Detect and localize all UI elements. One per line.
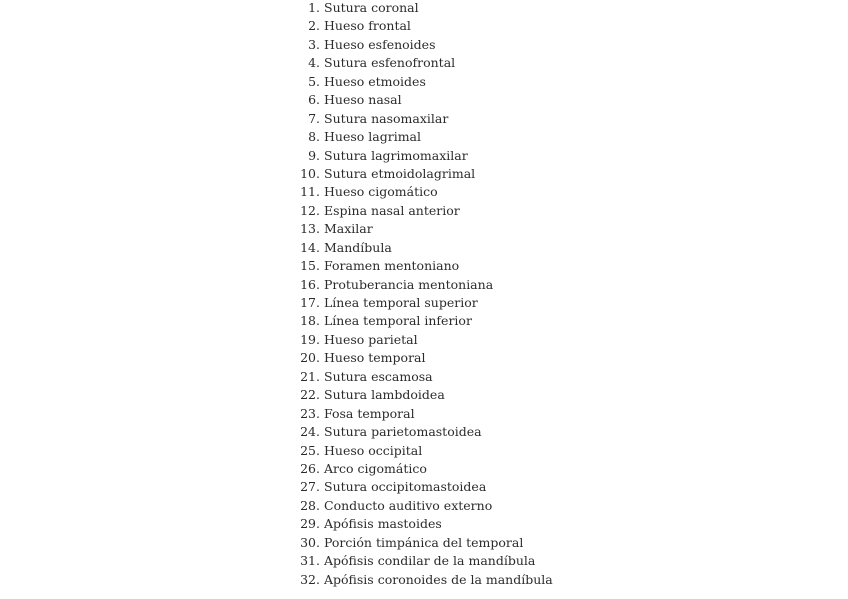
item-label: Maxilar xyxy=(324,221,373,237)
item-label: Espina nasal anterior xyxy=(324,202,460,218)
item-label: Apófisis coronoides de la mandíbula xyxy=(324,571,553,587)
list-item xyxy=(300,276,553,294)
list-item xyxy=(300,478,553,496)
item-number: 12 . xyxy=(300,202,324,220)
list-item xyxy=(300,312,553,330)
item-label: Hueso parietal xyxy=(324,331,418,347)
item-label: Apófisis condilar de la mandíbula xyxy=(324,553,536,569)
item-number: 11 . xyxy=(300,183,324,201)
list-item xyxy=(300,257,553,275)
item-label: Apófisis mastoides xyxy=(324,516,442,532)
list-item xyxy=(300,183,553,201)
item-number: 21 . xyxy=(300,368,324,386)
item-number: 30 . xyxy=(300,534,324,552)
item-number: 24 . xyxy=(300,423,324,441)
item-label: Sutura lagrimomaxilar xyxy=(324,147,468,163)
item-number: 6 . xyxy=(300,91,324,109)
item-label: Hueso temporal xyxy=(324,350,426,366)
item-label: Porción timpánica del temporal xyxy=(324,534,524,550)
item-number: 32 . xyxy=(300,571,324,589)
item-label: Hueso nasal xyxy=(324,92,402,108)
list-item xyxy=(300,202,553,220)
list-item xyxy=(300,294,553,312)
list-item xyxy=(300,423,553,441)
item-label: Sutura occipitomastoidea xyxy=(324,479,487,495)
list-item xyxy=(300,571,553,589)
item-label: Línea temporal superior xyxy=(324,295,478,310)
item-label: Hueso frontal xyxy=(324,18,411,34)
item-number: 28 . xyxy=(300,497,324,515)
list-item xyxy=(300,386,553,404)
list-item xyxy=(300,239,553,257)
item-label: Mandíbula xyxy=(324,239,392,255)
item-label: Fosa temporal xyxy=(324,405,415,421)
item-number: 27 . xyxy=(300,478,324,496)
list-item xyxy=(300,368,553,386)
item-number: 3 . xyxy=(300,36,324,54)
list-item xyxy=(300,165,553,183)
item-number: 18 . xyxy=(300,312,324,330)
list-item xyxy=(300,91,553,109)
item-label: Conducto auditivo externo xyxy=(324,497,493,513)
item-label: Sutura lambdoidea xyxy=(324,387,445,403)
item-label: Sutura escamosa xyxy=(324,368,433,384)
list-item xyxy=(300,405,553,423)
list-item xyxy=(300,442,553,460)
item-label: Sutura parietomastoidea xyxy=(324,424,482,440)
item-label: Sutura esfenofrontal xyxy=(324,55,456,71)
list-item xyxy=(300,36,553,54)
item-number: 7 . xyxy=(300,110,324,128)
item-number: 5 . xyxy=(300,73,324,91)
item-label: Hueso lagrimal xyxy=(324,129,421,145)
item-number: 2 . xyxy=(300,17,324,35)
item-number: 13 . xyxy=(300,220,324,238)
item-number: 1 . xyxy=(300,0,324,17)
list-item xyxy=(300,460,553,478)
item-number: 16 . xyxy=(300,276,324,294)
item-number: 10 . xyxy=(300,165,324,183)
list-item xyxy=(300,110,553,128)
item-label: Hueso esfenoides xyxy=(324,36,436,52)
list-item xyxy=(300,515,553,533)
item-number: 23 . xyxy=(300,405,324,423)
list-item xyxy=(300,0,553,17)
item-number: 25 . xyxy=(300,442,324,460)
item-number: 19 . xyxy=(300,331,324,349)
item-number: 8 . xyxy=(300,128,324,146)
list-item xyxy=(300,349,553,367)
list-item xyxy=(300,534,553,552)
item-label: Protuberancia mentoniana xyxy=(324,276,494,292)
list-item xyxy=(300,128,553,146)
item-number: 20 . xyxy=(300,349,324,367)
list-item xyxy=(300,331,553,349)
item-number: 22 . xyxy=(300,386,324,404)
item-number: 31 . xyxy=(300,552,324,570)
list-item xyxy=(300,220,553,238)
list-item xyxy=(300,54,553,72)
list-item xyxy=(300,552,553,570)
item-number: 9 . xyxy=(300,147,324,165)
item-label: Foramen mentoniano xyxy=(324,258,460,274)
list-item xyxy=(300,497,553,515)
item-number: 26 . xyxy=(300,460,324,478)
item-label: Arco cigomático xyxy=(324,460,427,476)
legend-list xyxy=(300,0,553,589)
item-label: Hueso occipital xyxy=(324,442,423,458)
item-number: 17 . xyxy=(300,294,324,312)
item-label: Sutura nasomaxilar xyxy=(324,110,449,126)
item-number: 29 . xyxy=(300,515,324,533)
item-label: Hueso etmoides xyxy=(324,73,426,89)
list-item xyxy=(300,17,553,35)
list-item xyxy=(300,73,553,91)
item-label: Sutura coronal xyxy=(324,0,419,15)
item-number: 15 . xyxy=(300,257,324,275)
list-item xyxy=(300,147,553,165)
item-label: Sutura etmoidolagrimal xyxy=(324,165,476,181)
item-label: Línea temporal inferior xyxy=(324,313,472,329)
item-number: 4 . xyxy=(300,54,324,72)
item-number: 14 . xyxy=(300,239,324,257)
item-label: Hueso cigomático xyxy=(324,184,438,200)
